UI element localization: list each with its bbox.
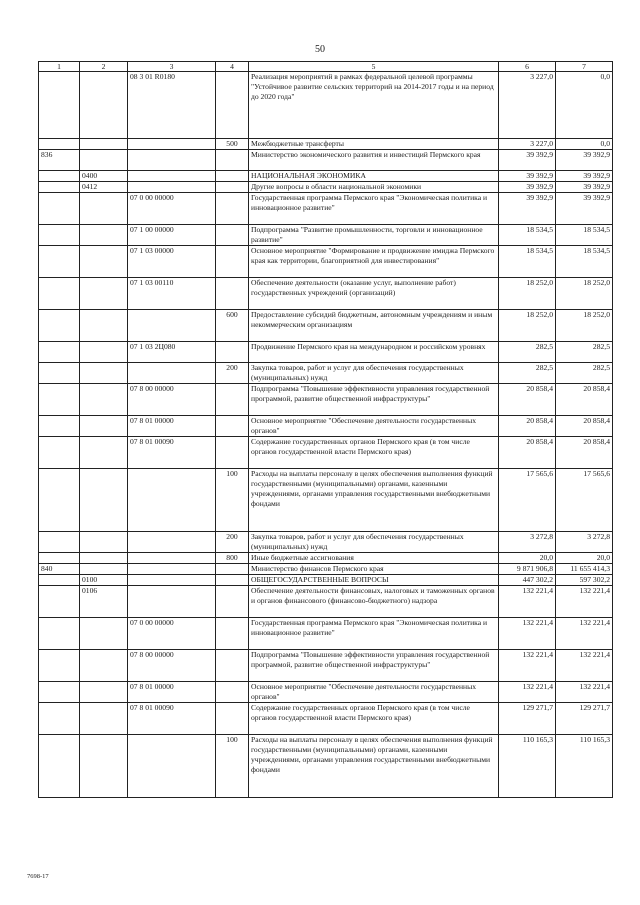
cell-amount-year-2: 20 858,4 [556,437,613,469]
cell-admin-code [39,735,80,798]
table-row [39,342,613,363]
cell-expense-type: 600 [216,310,249,342]
cell-target-article: 08 3 01 R0180 [128,72,216,139]
cell-amount-year-1: 20,0 [499,553,556,564]
cell-admin-code [39,310,80,342]
cell-amount-year-2: 17 565,6 [556,469,613,532]
cell-description: Межбюджетные трансферты [249,139,499,150]
cell-target-article [128,139,216,150]
cell-admin-code [39,246,80,278]
cell-section-code [80,469,128,532]
cell-target-article: 07 0 00 00000 [128,193,216,225]
cell-section-code [80,150,128,171]
cell-target-article: 07 8 01 00000 [128,682,216,703]
cell-amount-year-1: 39 392,9 [499,182,556,193]
cell-expense-type [216,225,249,246]
cell-description: Закупка товаров, работ и услуг для обеспечения государственных (муниципальных) нужд [249,532,499,553]
cell-target-article [128,150,216,171]
cell-section-code [80,139,128,150]
cell-expense-type: 500 [216,139,249,150]
cell-admin-code [39,575,80,586]
cell-target-article: 07 8 01 00090 [128,437,216,469]
cell-amount-year-1: 18 534,5 [499,225,556,246]
table-row [39,182,613,193]
cell-amount-year-2: 129 271,7 [556,703,613,735]
cell-description: Расходы на выплаты персоналу в целях обеспечения выполнения функций государственными (муниципальными) органами, казенными учреждениями, органами управления государственными внебюджетными фондами [249,735,499,798]
cell-expense-type [216,682,249,703]
cell-expense-type [216,575,249,586]
cell-amount-year-2: 20,0 [556,553,613,564]
cell-amount-year-2: 18 534,5 [556,246,613,278]
table-row [39,416,613,437]
cell-amount-year-2: 39 392,9 [556,150,613,171]
header-col-3: 3 [128,62,216,72]
cell-description: Подпрограмма "Повышение эффективности управления государственной программой, развитие общественной инфраструктуры" [249,384,499,416]
cell-amount-year-2: 3 272,8 [556,532,613,553]
cell-target-article [128,469,216,532]
cell-amount-year-2: 11 655 414,3 [556,564,613,575]
cell-amount-year-2: 18 252,0 [556,310,613,342]
cell-amount-year-1: 20 858,4 [499,437,556,469]
header-col-2: 2 [80,62,128,72]
budget-table [38,61,613,798]
table-row [39,171,613,182]
table-row [39,682,613,703]
cell-description: Государственная программа Пермского края "Экономическая политика и инновационное развитие" [249,193,499,225]
cell-section-code [80,564,128,575]
cell-amount-year-1: 282,5 [499,363,556,384]
cell-section-code: 0400 [80,171,128,182]
cell-section-code: 0412 [80,182,128,193]
cell-amount-year-1: 282,5 [499,342,556,363]
cell-expense-type [216,246,249,278]
cell-admin-code [39,586,80,618]
table-row [39,703,613,735]
header-col-7: 7 [556,62,613,72]
table-row [39,150,613,171]
cell-description: Иные бюджетные ассигнования [249,553,499,564]
cell-amount-year-2: 18 534,5 [556,225,613,246]
cell-amount-year-2: 110 165,3 [556,735,613,798]
cell-admin-code: 836 [39,150,80,171]
cell-description: Предоставление субсидий бюджетным, автономным учреждениям и иным некоммерческим организациям [249,310,499,342]
cell-section-code [80,703,128,735]
cell-admin-code [39,182,80,193]
cell-admin-code [39,682,80,703]
cell-amount-year-2: 282,5 [556,342,613,363]
cell-amount-year-2: 132 221,4 [556,682,613,703]
cell-expense-type: 200 [216,363,249,384]
cell-admin-code [39,171,80,182]
cell-section-code [80,618,128,650]
footer-code: 7698-17 [27,873,49,880]
cell-target-article [128,310,216,342]
page-number: 50 [315,44,325,55]
cell-amount-year-1: 17 565,6 [499,469,556,532]
cell-target-article [128,532,216,553]
cell-admin-code [39,225,80,246]
cell-expense-type [216,564,249,575]
cell-amount-year-1: 20 858,4 [499,384,556,416]
cell-section-code [80,532,128,553]
cell-description: Подпрограмма "Повышение эффективности управления государственной программой, развитие общественной инфраструктуры" [249,650,499,682]
table-row [39,72,613,139]
cell-amount-year-2: 0,0 [556,139,613,150]
cell-amount-year-1: 9 871 906,8 [499,564,556,575]
cell-amount-year-2: 282,5 [556,363,613,384]
cell-target-article [128,553,216,564]
cell-amount-year-2: 18 252,0 [556,278,613,310]
cell-admin-code [39,384,80,416]
cell-description: Расходы на выплаты персоналу в целях обеспечения выполнения функций государственными (муниципальными) органами, казенными учреждениями, органами управления государственными внебюджетными фондами [249,469,499,532]
table-row [39,735,613,798]
cell-admin-code [39,139,80,150]
cell-amount-year-1: 447 302,2 [499,575,556,586]
cell-admin-code [39,342,80,363]
cell-expense-type [216,182,249,193]
cell-section-code [80,225,128,246]
cell-expense-type [216,72,249,139]
cell-section-code [80,363,128,384]
cell-description: Государственная программа Пермского края "Экономическая политика и инновационное развитие" [249,618,499,650]
cell-admin-code [39,650,80,682]
cell-expense-type: 100 [216,469,249,532]
cell-description: Обеспечение деятельности (оказание услуг, выполнение работ) государственных учреждений (организаций) [249,278,499,310]
cell-section-code [80,278,128,310]
cell-section-code [80,384,128,416]
cell-target-article: 07 8 00 00000 [128,650,216,682]
cell-section-code: 0100 [80,575,128,586]
table-row [39,437,613,469]
cell-expense-type [216,150,249,171]
table-row [39,532,613,553]
cell-amount-year-2: 20 858,4 [556,416,613,437]
cell-amount-year-1: 39 392,9 [499,171,556,182]
cell-expense-type: 200 [216,532,249,553]
cell-amount-year-1: 39 392,9 [499,193,556,225]
cell-amount-year-2: 0,0 [556,72,613,139]
cell-admin-code: 840 [39,564,80,575]
cell-expense-type [216,171,249,182]
table-row [39,363,613,384]
header-col-6: 6 [499,62,556,72]
cell-admin-code [39,363,80,384]
cell-amount-year-1: 3 272,8 [499,532,556,553]
cell-admin-code [39,703,80,735]
cell-target-article [128,171,216,182]
table-row [39,139,613,150]
cell-admin-code [39,618,80,650]
table-row [39,193,613,225]
cell-target-article [128,182,216,193]
cell-amount-year-1: 3 227,0 [499,139,556,150]
cell-description: Реализация мероприятий в рамках федеральной целевой программы "Устойчивое развитие сельских территорий на 2014-2017 годы и на период до 2020 года" [249,72,499,139]
cell-section-code [80,553,128,564]
cell-description: Содержание государственных органов Пермского края (в том числе органов государственной власти Пермского края) [249,437,499,469]
cell-amount-year-2: 132 221,4 [556,586,613,618]
cell-section-code [80,310,128,342]
cell-target-article [128,564,216,575]
cell-amount-year-1: 18 534,5 [499,246,556,278]
cell-amount-year-2: 39 392,9 [556,182,613,193]
cell-admin-code [39,553,80,564]
cell-admin-code [39,193,80,225]
cell-target-article [128,363,216,384]
table-row [39,469,613,532]
cell-description: Другие вопросы в области национальной экономики [249,182,499,193]
cell-description: Закупка товаров, работ и услуг для обеспечения государственных (муниципальных) нужд [249,363,499,384]
cell-amount-year-2: 39 392,9 [556,171,613,182]
cell-admin-code [39,72,80,139]
cell-description: Основное мероприятие "Обеспечение деятельности государственных органов" [249,416,499,437]
cell-section-code: 0106 [80,586,128,618]
cell-amount-year-1: 20 858,4 [499,416,556,437]
cell-description: Министерство финансов Пермского края [249,564,499,575]
cell-expense-type [216,342,249,363]
cell-amount-year-2: 132 221,4 [556,650,613,682]
cell-amount-year-1: 110 165,3 [499,735,556,798]
cell-description: Основное мероприятие "Формирование и продвижение имиджа Пермского края как территории, благоприятной для инвестирования" [249,246,499,278]
cell-description: НАЦИОНАЛЬНАЯ ЭКОНОМИКА [249,171,499,182]
cell-amount-year-2: 597 302,2 [556,575,613,586]
cell-admin-code [39,416,80,437]
cell-expense-type: 100 [216,735,249,798]
cell-expense-type [216,437,249,469]
cell-section-code [80,246,128,278]
table-row [39,575,613,586]
cell-expense-type [216,416,249,437]
cell-amount-year-1: 39 392,9 [499,150,556,171]
cell-target-article: 07 1 00 00000 [128,225,216,246]
header-col-1: 1 [39,62,80,72]
cell-section-code [80,650,128,682]
cell-amount-year-1: 18 252,0 [499,278,556,310]
cell-expense-type [216,384,249,416]
cell-amount-year-1: 132 221,4 [499,586,556,618]
table-row [39,246,613,278]
cell-description: Содержание государственных органов Пермского края (в том числе органов государственной власти Пермского края) [249,703,499,735]
cell-description: Продвижение Пермского края на международном и российском уровнях [249,342,499,363]
header-col-4: 4 [216,62,249,72]
table-row [39,225,613,246]
cell-amount-year-2: 132 221,4 [556,618,613,650]
cell-amount-year-2: 20 858,4 [556,384,613,416]
cell-amount-year-1: 129 271,7 [499,703,556,735]
cell-expense-type [216,278,249,310]
table-row [39,553,613,564]
cell-target-article: 07 0 00 00000 [128,618,216,650]
table-row [39,586,613,618]
table-row [39,564,613,575]
cell-target-article: 07 1 03 00000 [128,246,216,278]
cell-admin-code [39,278,80,310]
cell-amount-year-1: 18 252,0 [499,310,556,342]
cell-amount-year-1: 132 221,4 [499,650,556,682]
cell-expense-type [216,618,249,650]
cell-description: ОБЩЕГОСУДАРСТВЕННЫЕ ВОПРОСЫ [249,575,499,586]
cell-section-code [80,342,128,363]
cell-expense-type [216,193,249,225]
cell-admin-code [39,469,80,532]
table-row [39,310,613,342]
cell-target-article: 07 8 01 00090 [128,703,216,735]
header-row [39,62,613,72]
cell-target-article [128,735,216,798]
cell-admin-code [39,437,80,469]
cell-description: Министерство экономического развития и инвестиций Пермского края [249,150,499,171]
cell-section-code [80,193,128,225]
table-row [39,384,613,416]
cell-section-code [80,416,128,437]
cell-section-code [80,72,128,139]
cell-admin-code [39,532,80,553]
table-row [39,650,613,682]
cell-description: Подпрограмма "Развитие промышленности, торговли и инновационное развитие" [249,225,499,246]
cell-section-code [80,437,128,469]
cell-amount-year-1: 132 221,4 [499,618,556,650]
cell-section-code [80,682,128,703]
cell-amount-year-1: 132 221,4 [499,682,556,703]
cell-target-article [128,586,216,618]
cell-expense-type: 800 [216,553,249,564]
cell-expense-type [216,586,249,618]
cell-description: Основное мероприятие "Обеспечение деятельности государственных органов" [249,682,499,703]
cell-target-article [128,575,216,586]
cell-target-article: 07 8 00 00000 [128,384,216,416]
table-row [39,278,613,310]
cell-expense-type [216,650,249,682]
cell-target-article: 07 1 03 00110 [128,278,216,310]
cell-section-code [80,735,128,798]
cell-amount-year-2: 39 392,9 [556,193,613,225]
table-row [39,618,613,650]
cell-amount-year-1: 3 227,0 [499,72,556,139]
cell-target-article: 07 1 03 2Ц080 [128,342,216,363]
cell-description: Обеспечение деятельности финансовых, налоговых и таможенных органов и органов финансового (финансово-бюджетного) надзора [249,586,499,618]
cell-expense-type [216,703,249,735]
header-col-5: 5 [249,62,499,72]
cell-target-article: 07 8 01 00000 [128,416,216,437]
